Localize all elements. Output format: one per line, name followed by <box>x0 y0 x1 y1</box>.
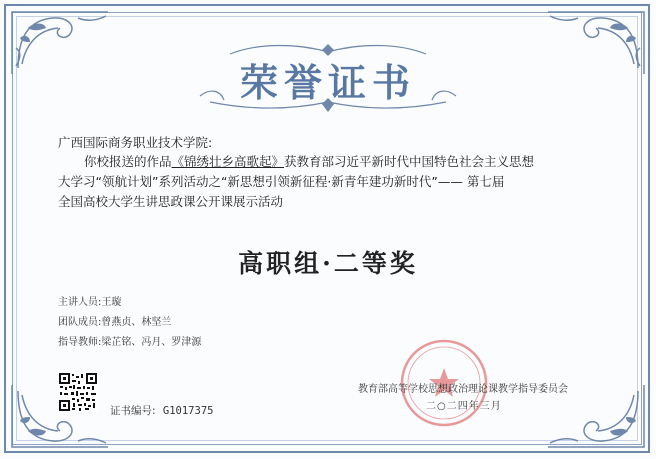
certificate-body <box>58 152 618 212</box>
speaker: 主讲人员:王璇 <box>58 297 122 308</box>
certificate-number-value: G1017375 <box>162 405 214 417</box>
certificate-number-label: 证书编号: <box>110 405 156 417</box>
award-level: 高职组·二等奖 <box>238 249 418 278</box>
work-title: 《锦绣壮乡高歌起》 <box>171 154 285 169</box>
team-members: 团队成员:曾燕贞、林坚兰 <box>58 317 172 328</box>
advisors: 指导教师:梁芷铭、冯月、罗津源 <box>58 337 202 348</box>
issue-date: 二○二四年三月 <box>426 401 502 412</box>
recipient: 广西国际商务职业技术学院: <box>58 135 213 150</box>
certificate-number <box>110 403 213 418</box>
body-line2: 大学习“领航计划”系列活动之“新思想引领新征程·新青年建功新时代”—— 第七届 <box>58 174 505 189</box>
body-prefix: 你校报送的作品 <box>84 154 172 169</box>
issuer-name: 教育部高等学校思想政治理论课教学指导委员会 <box>358 384 568 395</box>
body-line1: 获教育部习近平新时代中国特色社会主义思想 <box>284 154 535 169</box>
qr-code <box>58 372 98 412</box>
body-line3: 全国高校大学生讲思政课公开课展示活动 <box>58 194 284 209</box>
certificate-title: 荣誉证书 <box>239 60 416 105</box>
